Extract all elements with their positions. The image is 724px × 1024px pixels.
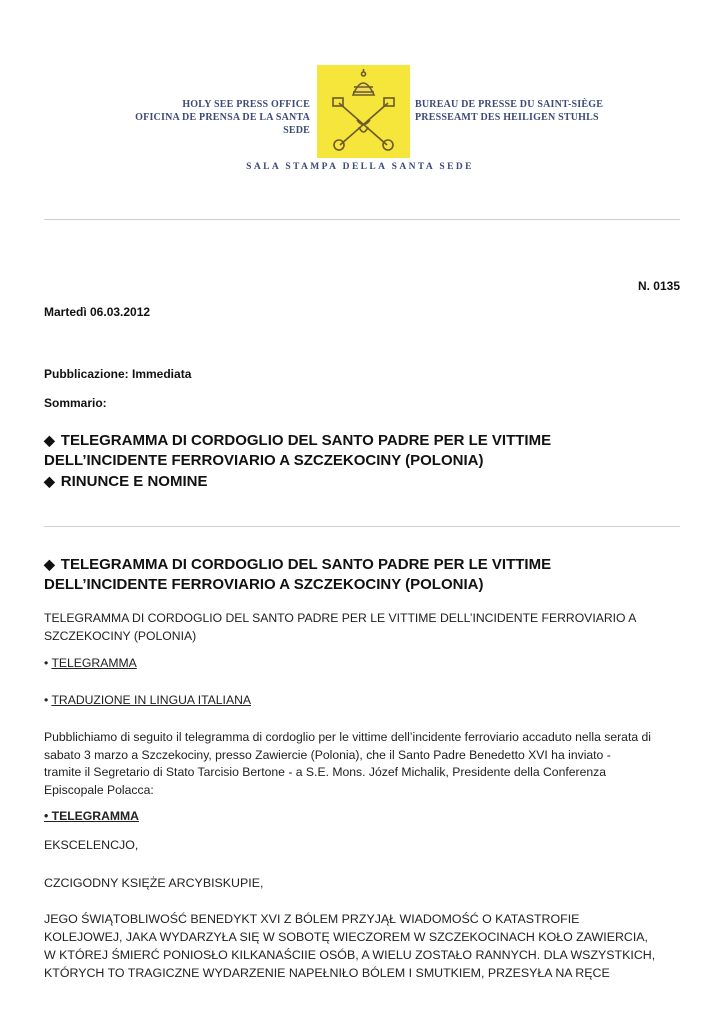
intro-line2: sabato 3 marzo a Szczekociny, presso Zawiercie (Polonia), che il Santo Padre Benedetto XVI ha inviato -: [44, 747, 611, 762]
article-intro: [44, 729, 689, 799]
diamond-bullet-icon: ◆: [44, 432, 55, 448]
section-telegramma-heading[interactable]: • TELEGRAMMA: [44, 809, 139, 823]
article-subtitle-line1: TELEGRAMMA DI CORDOGLIO DEL SANTO PADRE PER LE VITTIME DELL’INCIDENTE FERROVIARIO A: [44, 611, 637, 625]
article-title-line1: TELEGRAMMA DI CORDOGLIO DEL SANTO PADRE PER LE VITTIME: [60, 556, 552, 573]
header-right-line1: BUREAU DE PRESSE DU SAINT-SIÈGE: [415, 99, 604, 110]
bulletin-number: N. 0135: [637, 279, 680, 293]
article-title: [44, 554, 684, 595]
crossed-keys-tiara-icon: [317, 65, 410, 158]
header-left-line1: HOLY SEE PRESS OFFICE: [182, 99, 310, 110]
article-subtitle: [44, 610, 684, 645]
link-traduzione[interactable]: [44, 692, 251, 710]
link-telegramma[interactable]: [44, 655, 137, 673]
body-line3: W KTÓREJ ŚMIERĆ PONIOSŁO KILKANAŚCIIE OSÓB, A WIELU ZOSTAŁO RANNYCH. DLA WSZYSTKICH,: [44, 948, 656, 962]
diamond-bullet-icon: ◆: [44, 556, 55, 572]
link-telegramma-label[interactable]: TELEGRAMMA: [51, 656, 137, 670]
header-subtitle: SALA STAMPA DELLA SANTA SEDE: [246, 162, 474, 172]
summary-item-1-line1: TELEGRAMMA DI CORDOGLIO DEL SANTO PADRE PER LE VITTIME: [60, 432, 552, 449]
summary-item-telegramma[interactable]: [44, 430, 684, 471]
diamond-bullet-icon: ◆: [44, 473, 55, 489]
holy-see-emblem: [317, 65, 410, 158]
article-title-line2: DELL’INCIDENTE FERROVIARIO A SZCZEKOCINY (POLONIA): [44, 576, 484, 593]
bullet-dot: •: [44, 656, 49, 670]
intro-line1: Pubblichiamo di seguito il telegramma di cordoglio per le vittime dell’incidente ferroviario accaduto nella serata di: [44, 730, 651, 744]
section-divider: [44, 526, 680, 527]
body-line4: KTÓRYCH TO TRAGICZNE WYDARZENIE NAPEŁNIŁO BÓLEM I SMUTKIEM, PRZESYŁA NA RĘCE: [44, 966, 610, 980]
telegram-body: [44, 910, 694, 982]
header-right-line2: PRESSEAMT DES HEILIGEN STUHLS: [415, 112, 599, 123]
intro-line4: Episcopale Polacca:: [44, 782, 154, 797]
body-line1: JEGO ŚWIĄTOBLIWOŚĆ BENEDYKT XVI Z BÓLEM PRZYJĄŁ WIADOMOŚĆ O KATASTROFIE: [44, 912, 580, 926]
greeting-ksieze: CZCIGODNY KSIĘŻE ARCYBISKUPIE,: [44, 876, 264, 890]
article-subtitle-line2: SZCZEKOCINY (POLONIA): [44, 628, 197, 643]
link-traduzione-label[interactable]: TRADUZIONE IN LINGUA ITALIANA: [51, 693, 251, 707]
bullet-dot: •: [44, 693, 49, 707]
summary-label: Sommario:: [44, 396, 107, 410]
publication-label: Pubblicazione: Immediata: [44, 367, 192, 381]
greeting-ekscelencjo: EKSCELENCJO,: [44, 838, 139, 852]
summary-item-rinunce[interactable]: [44, 471, 207, 492]
summary-item-2: RINUNCE E NOMINE: [60, 473, 208, 490]
body-line2: KOLEJOWEJ, JAKA WYDARZYŁA SIĘ W SOBOTĘ WIECZOREM W SZCZEKOCINACH KOŁO ZAWIERCIA,: [44, 930, 648, 944]
intro-line3: tramite il Segretario di Stato Tarcisio Bertone - a S.E. Mons. Józef Michalik, Presidente della Conferenza: [44, 765, 607, 779]
bulletin-date: Martedì 06.03.2012: [44, 305, 151, 319]
header-right-block: [415, 98, 635, 124]
summary-item-1-line2: DELL’INCIDENTE FERROVIARIO A SZCZEKOCINY (POLONIA): [44, 452, 484, 469]
header-divider: [44, 219, 680, 220]
header-left-line2: OFICINA DE PRENSA DE LA SANTA SEDE: [135, 112, 310, 136]
header-left-block: [120, 98, 310, 137]
